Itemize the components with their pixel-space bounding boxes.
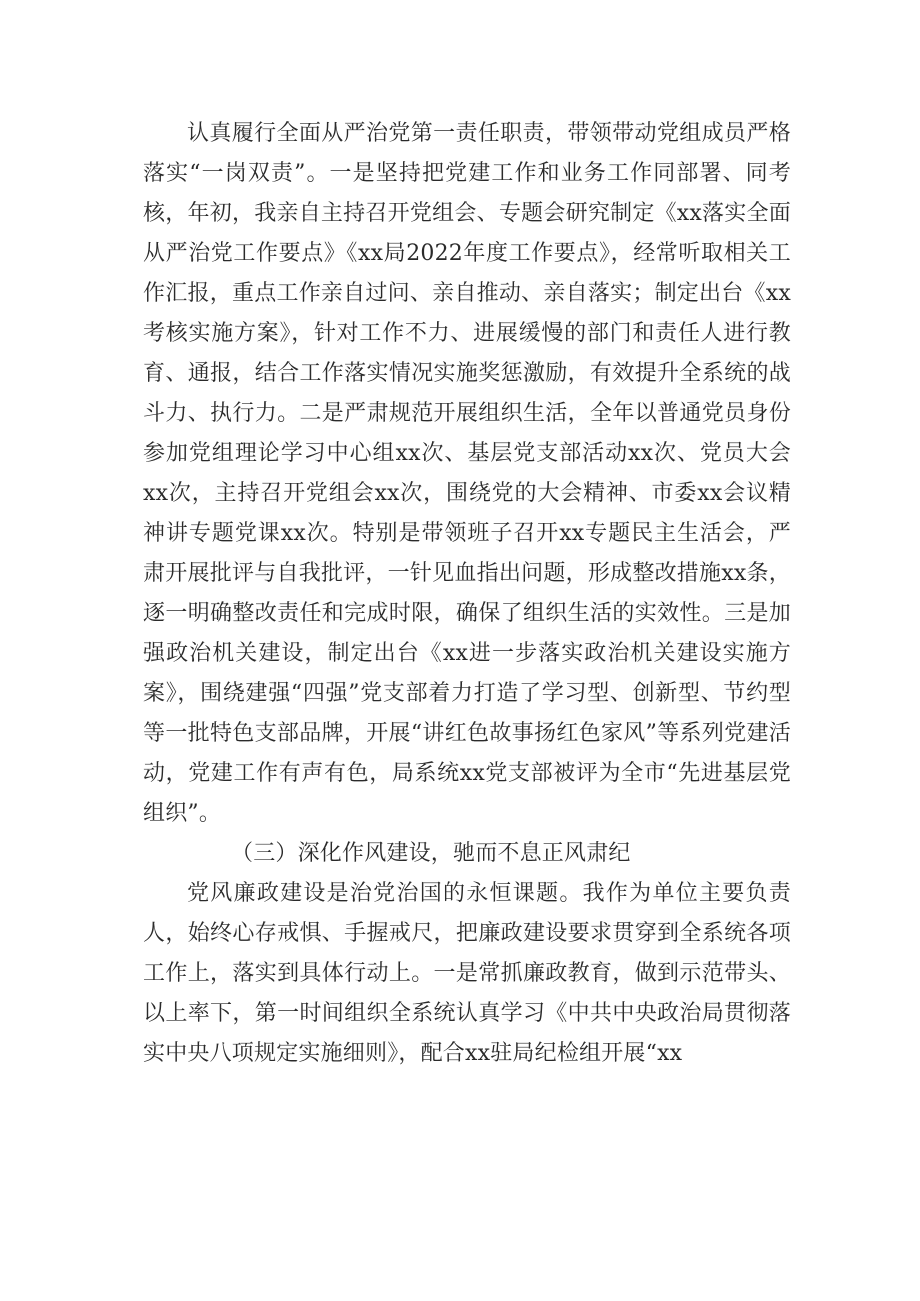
body-paragraph-integrity: 党风廉政建设是治党治国的永恒课题。我作为单位主要负责人，始终心存戒惧、手握戒尺，把廉政建设要求贯穿到全系统各项工作上，落实到具体行动上。一是常抓廉政教育，做到示范带头、以上率下，第一时间组织全系统认真学习《中共中央政治局贯彻落实中央八项规定实施细则》，配合xx驻局纪检组开展“xx bbox=[143, 881, 791, 1066]
section-heading: （三）深化作风建设，驰而不息正风肃纪 bbox=[231, 841, 631, 866]
document-body bbox=[143, 114, 791, 1074]
body-paragraph-party-responsibility: 认真履行全面从严治党第一责任职责，带领带动党组成员严格落实“一岗双责”。一是坚持把党建工作和业务工作同部署、同考核，年初，我亲自主持召开党组会、专题会研究制定《xx落实全面从严治党工作要点》《xx局2022年度工作要点》，经常听取相关工作汇报，重点工作亲自过问、亲自推动、亲自落实；制定出台《xx考核实施方案》，针对工作不力、进展缓慢的部门和责任人进行教育、通报，结合工作落实情况实施奖惩激励，有效提升全系统的战斗力、执行力。二是严肃规范开展组织生活，全年以普通党员身份参加党组理论学习中心组xx次、基层党支部活动xx次、党员大会xx次，主持召开党组会xx次，围绕党的大会精神、市委xx会议精神讲专题党课xx次。特别是带领班子召开xx专题民主生活会，严肃开展批评与自我批评，一针见血指出问题，形成整改措施xx条，逐一明确整改责任和完成时限，确保了组织生活的实效性。三是加强政治机关建设，制定出台《xx进一步落实政治机关建设实施方案》，围绕建强“四强”党支部着力打造了学习型、创新型、节约型等一批特色支部品牌，开展“讲红色故事扬红色家风”等系列党建活动，党建工作有声有色，局系统xx党支部被评为全市“先进基层党组织”。 bbox=[143, 121, 791, 826]
